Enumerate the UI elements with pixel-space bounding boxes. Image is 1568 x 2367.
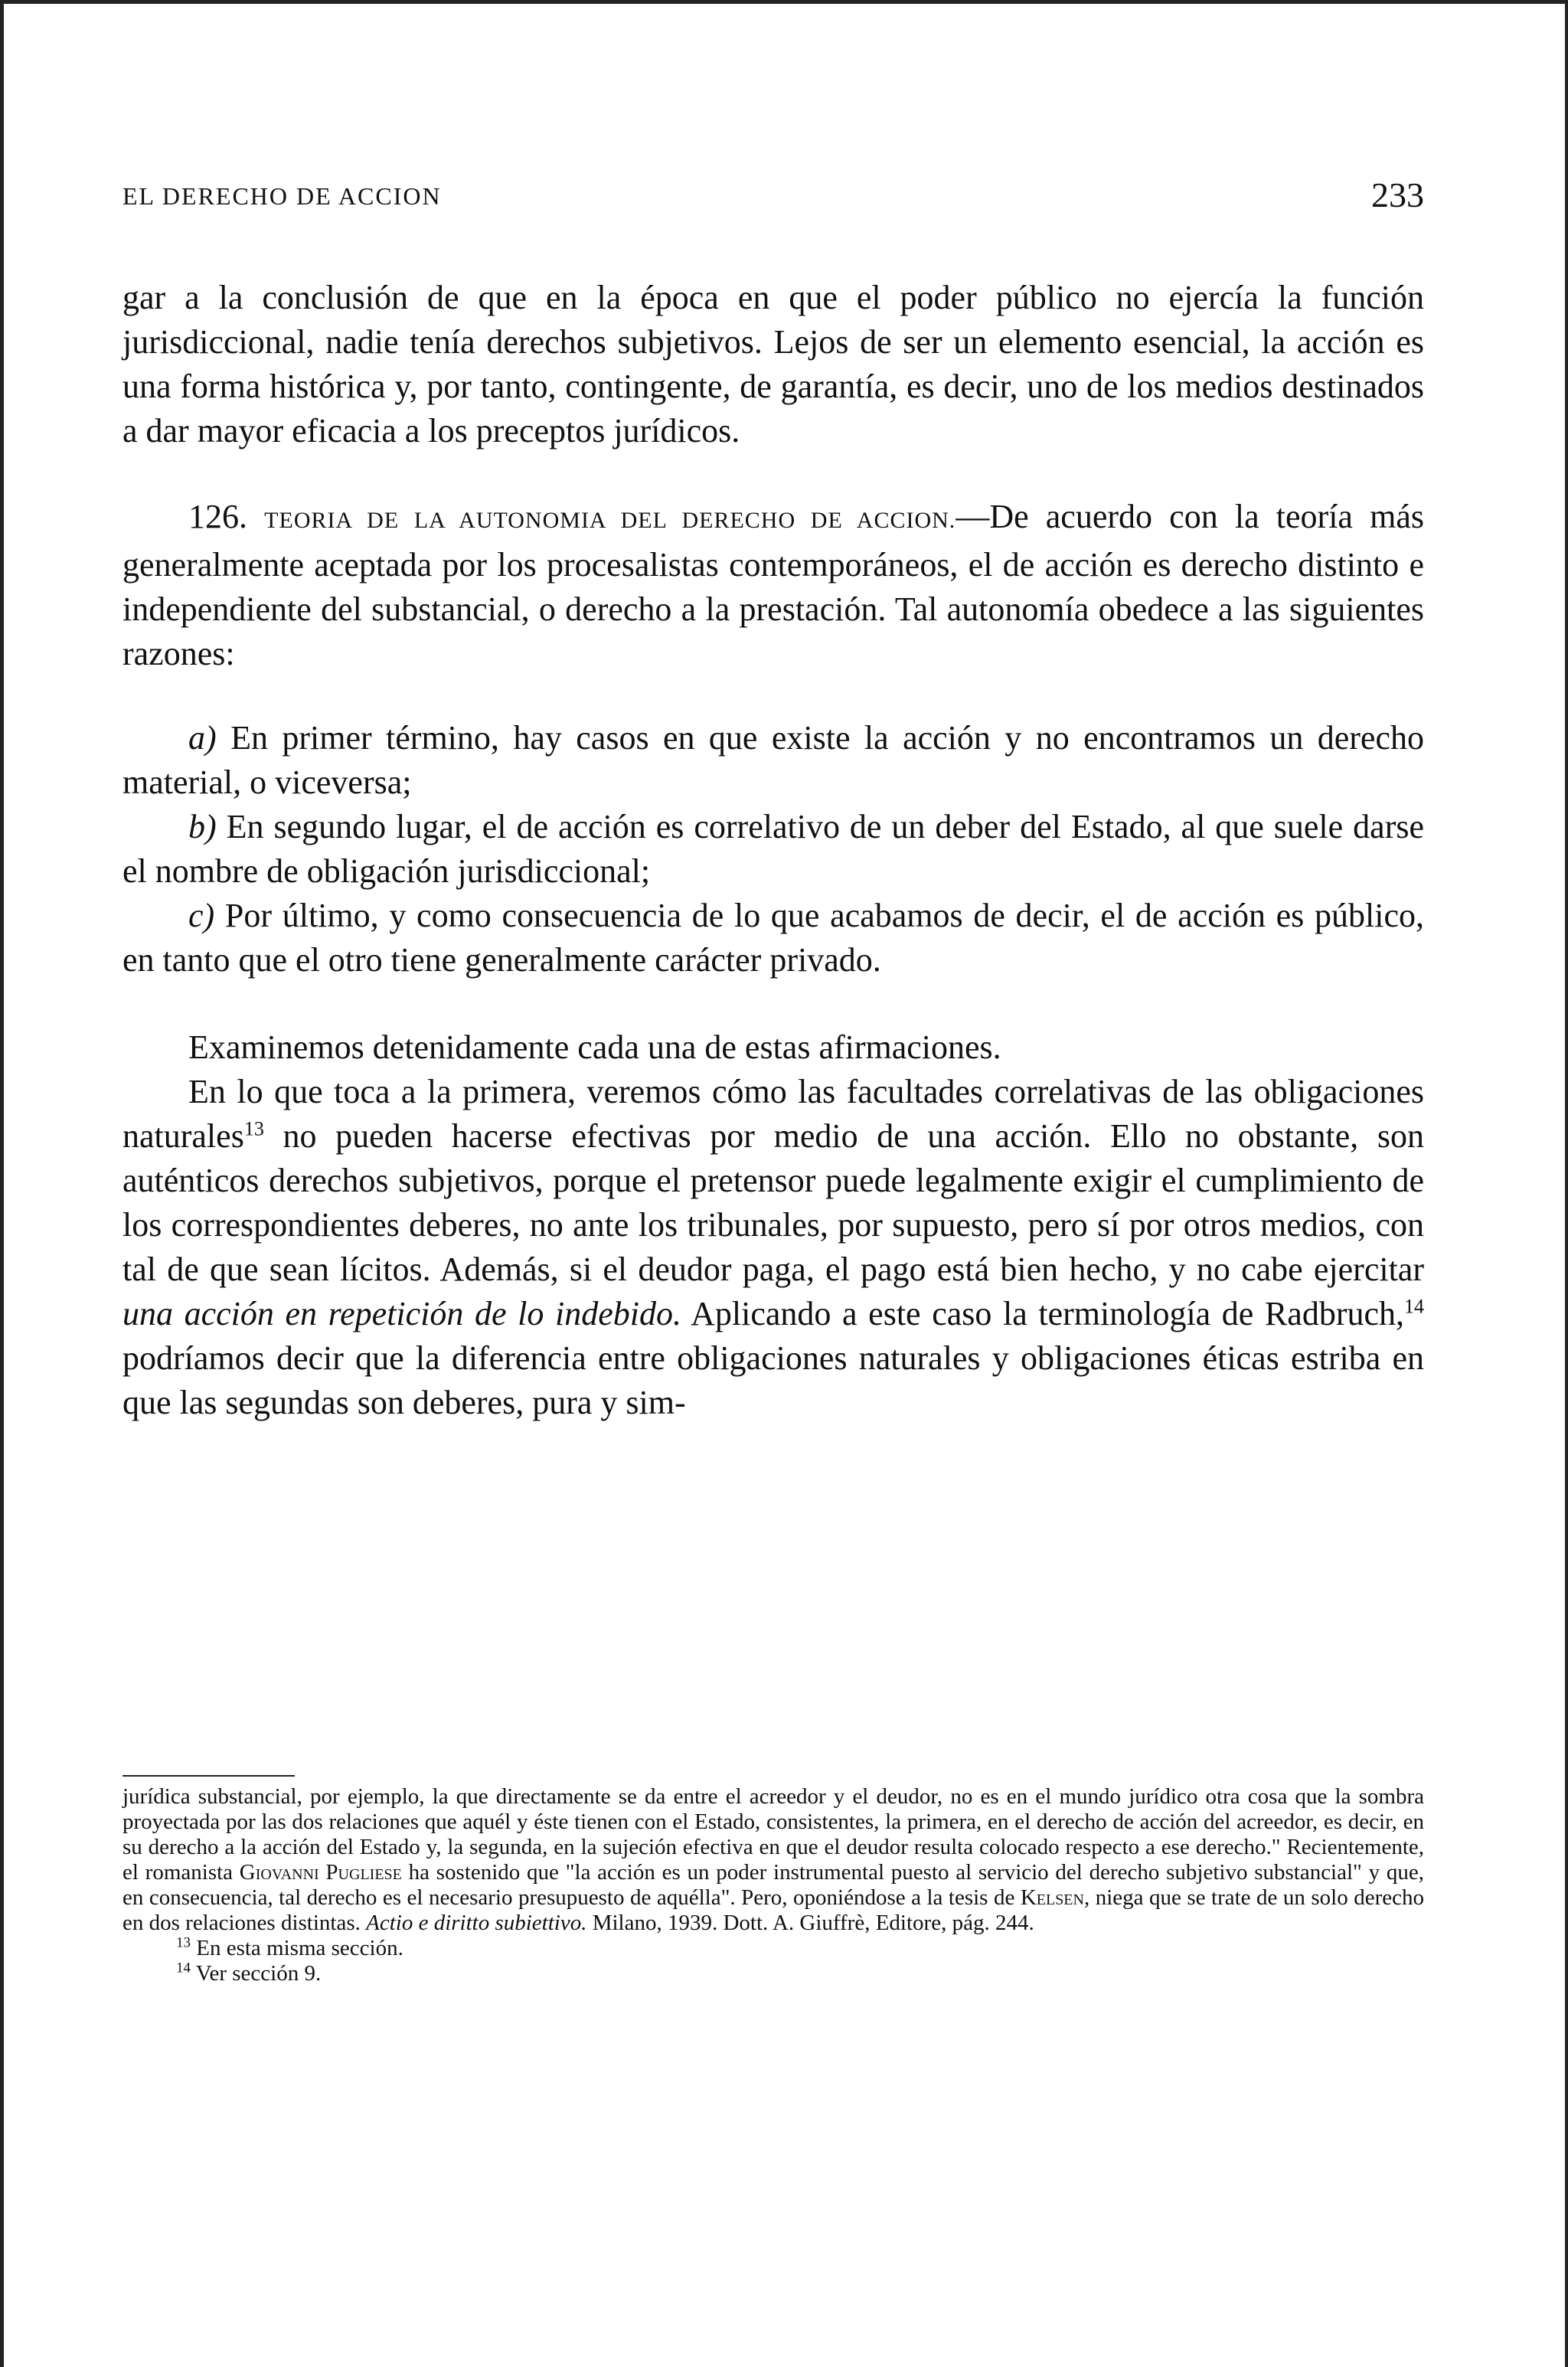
scan-border-left (0, 0, 4, 2367)
body-text (122, 276, 1424, 1425)
footnote-13-text: En esta misma sección. (196, 1936, 403, 1960)
footnote-text: ha sostenido que "la acción es un poder instrumental puesto al servicio del derecho subjetivo substancial" y que, en consecuencia, tal derecho es el necesario presupuesto de aquélla". Pero, oponiéndose a la tesis de (122, 1860, 1424, 1910)
paragraph-examine: Examinemos detenidamente cada una de estas afirmaciones. (188, 1028, 1001, 1066)
footnote-ref-14: 14 (1404, 1295, 1425, 1318)
list-marker-b: b) (188, 808, 217, 845)
paragraph-text: Aplicando a este caso la terminología de Radbruch, (681, 1295, 1405, 1332)
footnote-rule (122, 1775, 295, 1777)
list-text-b: En segundo lugar, el de acción es correlativo de un deber del Estado, al que suele darse el nombre de obligación jurisdiccional; (122, 808, 1424, 890)
author-name: Giovanni Pugliese (239, 1860, 402, 1885)
section-heading: TEORIA DE LA AUTONOMIA DEL DERECHO DE ACCION. (264, 508, 956, 533)
paragraph-first-point (122, 1070, 1424, 1425)
list-marker-a: a) (188, 719, 217, 757)
list-item-c (122, 894, 1424, 982)
scan-border-right (1565, 0, 1568, 2367)
list-marker-c: c) (188, 897, 215, 934)
footnote-14 (122, 1961, 1424, 1986)
footnote-number-13: 13 (176, 1934, 191, 1951)
footnote-13 (122, 1936, 1424, 1961)
footnote-text: Milano, 1939. Dott. A. Giuffrè, Editore, pág. 244. (586, 1911, 1034, 1935)
author-name: Kelsen (1020, 1885, 1084, 1910)
page-header (122, 175, 1424, 228)
footnote-text: jurídica substancial, por ejemplo, la que directamente se da entre el acreedor y el deudor, no es en el mundo jurídico otra cosa que la sombra proyectada por las dos relaciones que aquél y éste tienen con el Estado, consistentes, la primera, en el derecho de acción del acreedor, es decir, en su derecho a la acción del Estado y, la segunda, en la sujeción efectiva en que el deudor resulta colocado respecto a ese derecho." Recientemente, el romanista (122, 1784, 1424, 1885)
list-text-c: Por último, y como consecuencia de lo que acabamos de decir, el de acción es público, en tanto que el otro tiene generalmente carácter privado. (122, 897, 1424, 979)
list-item-a (122, 716, 1424, 805)
list-item-b (122, 805, 1424, 894)
section-126-text: —De acuerdo con la teoría más generalmente aceptada por los procesalistas contemporáneos, el de acción es derecho distinto e independiente del substancial, o derecho a la prestación. Tal autonomía obedece a las siguientes razones: (122, 498, 1424, 672)
paragraph-text: En lo que toca a la primera, veremos cómo las facultades correlativas de las obligaciones naturales (122, 1073, 1424, 1155)
italic-phrase: una acción en repetición de lo indebido. (122, 1295, 681, 1332)
footnote-ref-13: 13 (243, 1117, 264, 1140)
book-title: Actio e diritto subiettivo. (366, 1911, 587, 1935)
footnotes (122, 1784, 1424, 1986)
section-126 (122, 495, 1424, 676)
footnote-continuation (122, 1784, 1424, 1936)
paragraph-text: podríamos decir que la diferencia entre obligaciones naturales y obligaciones éticas estriba en que las segundas son deberes, pura y sim- (122, 1339, 1424, 1421)
paragraph-text: no pueden hacerse efectivas por medio de una acción. Ello no obstante, son auténticos derechos subjetivos, porque el pretensor puede legalmente exigir el cumplimiento de los correspondientes deberes, no ante los tribunales, por supuesto, pero sí por otros medios, con tal de que sean lícitos. Además, si el deudor paga, el pago está bien hecho, y no cabe ejercitar (122, 1117, 1424, 1288)
paragraph-intro: gar a la conclusión de que en la época en que el poder público no ejercía la función jurisdiccional, nadie tenía derechos subjetivos. Lejos de ser un elemento esencial, la acción es una forma histórica y, por tanto, contingente, de garantía, es decir, uno de los medios destinados a dar mayor eficacia a los preceptos jurídicos. (122, 279, 1424, 450)
list-text-a: En primer término, hay casos en que existe la acción y no encontramos un derecho material, o viceversa; (122, 719, 1424, 801)
footnote-number-14: 14 (176, 1960, 191, 1976)
section-number: 126. (188, 498, 265, 535)
footnote-text: , niega que se trate de un solo derecho en dos relaciones distintas. (122, 1885, 1424, 1935)
footnote-14-text: Ver sección 9. (195, 1961, 322, 1986)
running-title: EL DERECHO DE ACCION (122, 182, 442, 210)
page-number: 233 (1371, 175, 1424, 214)
page (122, 0, 1424, 2367)
